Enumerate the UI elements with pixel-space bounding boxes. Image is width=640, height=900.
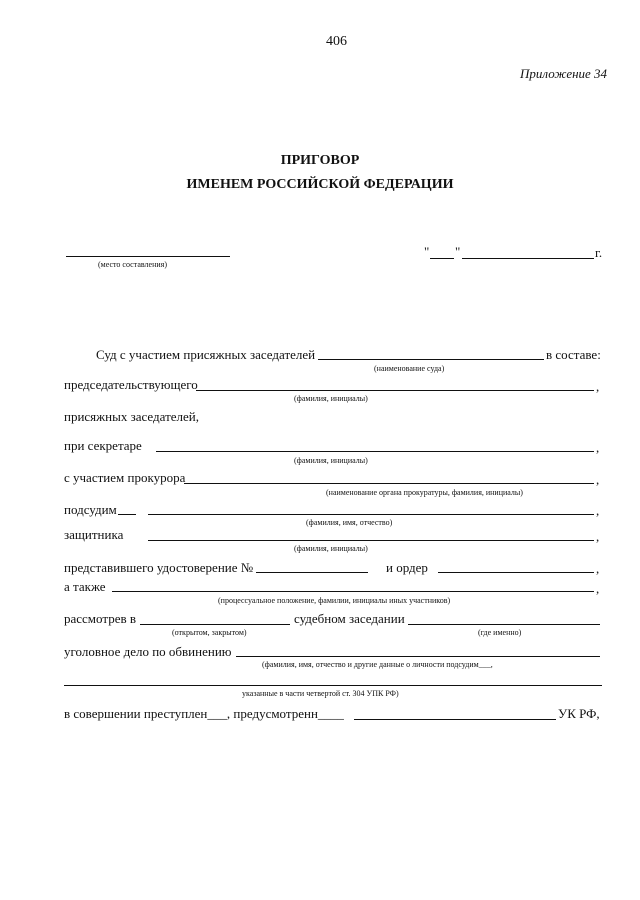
year-suffix: г. bbox=[595, 245, 603, 260]
personal-data-field[interactable] bbox=[64, 685, 602, 686]
indicated-caption: указанные в части четвертой ст. 304 УПК РФ) bbox=[242, 689, 399, 698]
doc-title: ПРИГОВОР bbox=[280, 153, 360, 168]
defender-comma: , bbox=[596, 529, 600, 544]
presiding-field[interactable] bbox=[196, 390, 594, 391]
prosecutor-label: с участием прокурора bbox=[64, 470, 186, 485]
order-label: и ордер bbox=[386, 560, 428, 575]
session-label: судебном заседании bbox=[294, 611, 405, 626]
case-caption: (фамилия, имя, отчество и другие данные о личности подсудим___, bbox=[262, 660, 493, 669]
secretary-field[interactable] bbox=[156, 451, 594, 452]
certificate-number-field[interactable] bbox=[256, 572, 368, 573]
session-where-field[interactable] bbox=[408, 624, 600, 625]
open-closed-caption: (открытом, закрытом) bbox=[172, 628, 247, 637]
uk-article-field[interactable] bbox=[354, 719, 556, 720]
secretary-label: при секретаре bbox=[64, 438, 142, 453]
court-label: Суд с участием присяжных заседателей bbox=[96, 347, 316, 362]
defendant-field[interactable] bbox=[148, 514, 594, 515]
prosecutor-field[interactable] bbox=[184, 483, 594, 484]
date-quote-close: " bbox=[455, 244, 461, 259]
case-field[interactable] bbox=[236, 656, 600, 657]
certificate-label: представившего удостоверение № bbox=[64, 560, 254, 575]
defendant-comma: , bbox=[596, 503, 600, 518]
also-comma: , bbox=[596, 581, 600, 596]
defender-field[interactable] bbox=[148, 540, 594, 541]
case-label: уголовное дело по обвинению bbox=[64, 644, 232, 659]
order-comma: , bbox=[596, 561, 600, 576]
appendix-label: Приложение 34 bbox=[520, 66, 608, 81]
date-quote-open: " bbox=[424, 244, 430, 259]
also-label: а также bbox=[64, 579, 106, 594]
court-caption: (наименование суда) bbox=[374, 364, 445, 373]
presiding-comma: , bbox=[596, 379, 600, 394]
also-field[interactable] bbox=[112, 591, 594, 592]
defender-label: защитника bbox=[64, 527, 124, 542]
open-closed-field[interactable] bbox=[140, 624, 290, 625]
prosecutor-comma: , bbox=[596, 472, 600, 487]
defender-caption: (фамилия, инициалы) bbox=[294, 544, 368, 553]
court-suffix: в составе: bbox=[546, 347, 601, 362]
doc-subtitle: ИМЕНЕМ РОССИЙСКОЙ ФЕДЕРАЦИИ bbox=[186, 177, 454, 192]
secretary-caption: (фамилия, инициалы) bbox=[294, 456, 368, 465]
defendant-caption: (фамилия, имя, отчество) bbox=[306, 518, 393, 527]
also-caption: (процессуальное положение, фамилии, инициалы иных участников) bbox=[218, 596, 451, 605]
order-field[interactable] bbox=[438, 572, 594, 573]
page-number: 406 bbox=[326, 34, 347, 49]
presiding-label: председательствующего bbox=[64, 377, 198, 392]
uk-label: УК РФ, bbox=[558, 706, 600, 721]
defendant-ending-field[interactable] bbox=[118, 514, 136, 515]
date-day-field[interactable] bbox=[430, 258, 454, 259]
where-caption: (где именно) bbox=[478, 628, 522, 637]
defendant-label: подсудим bbox=[64, 502, 117, 517]
date-month-year-field[interactable] bbox=[462, 258, 594, 259]
place-field[interactable] bbox=[66, 256, 230, 257]
considered-label: рассмотрев в bbox=[64, 611, 137, 626]
secretary-comma: , bbox=[596, 440, 600, 455]
court-field[interactable] bbox=[318, 359, 544, 360]
presiding-caption: (фамилия, инициалы) bbox=[294, 394, 368, 403]
crime-label: в совершении преступлен___, предусмотренн____ bbox=[64, 706, 344, 721]
prosecutor-caption: (наименование органа прокуратуры, фамилия, инициалы) bbox=[326, 488, 523, 497]
jurors-label: присяжных заседателей, bbox=[64, 409, 199, 424]
place-caption: (место составления) bbox=[98, 260, 167, 269]
